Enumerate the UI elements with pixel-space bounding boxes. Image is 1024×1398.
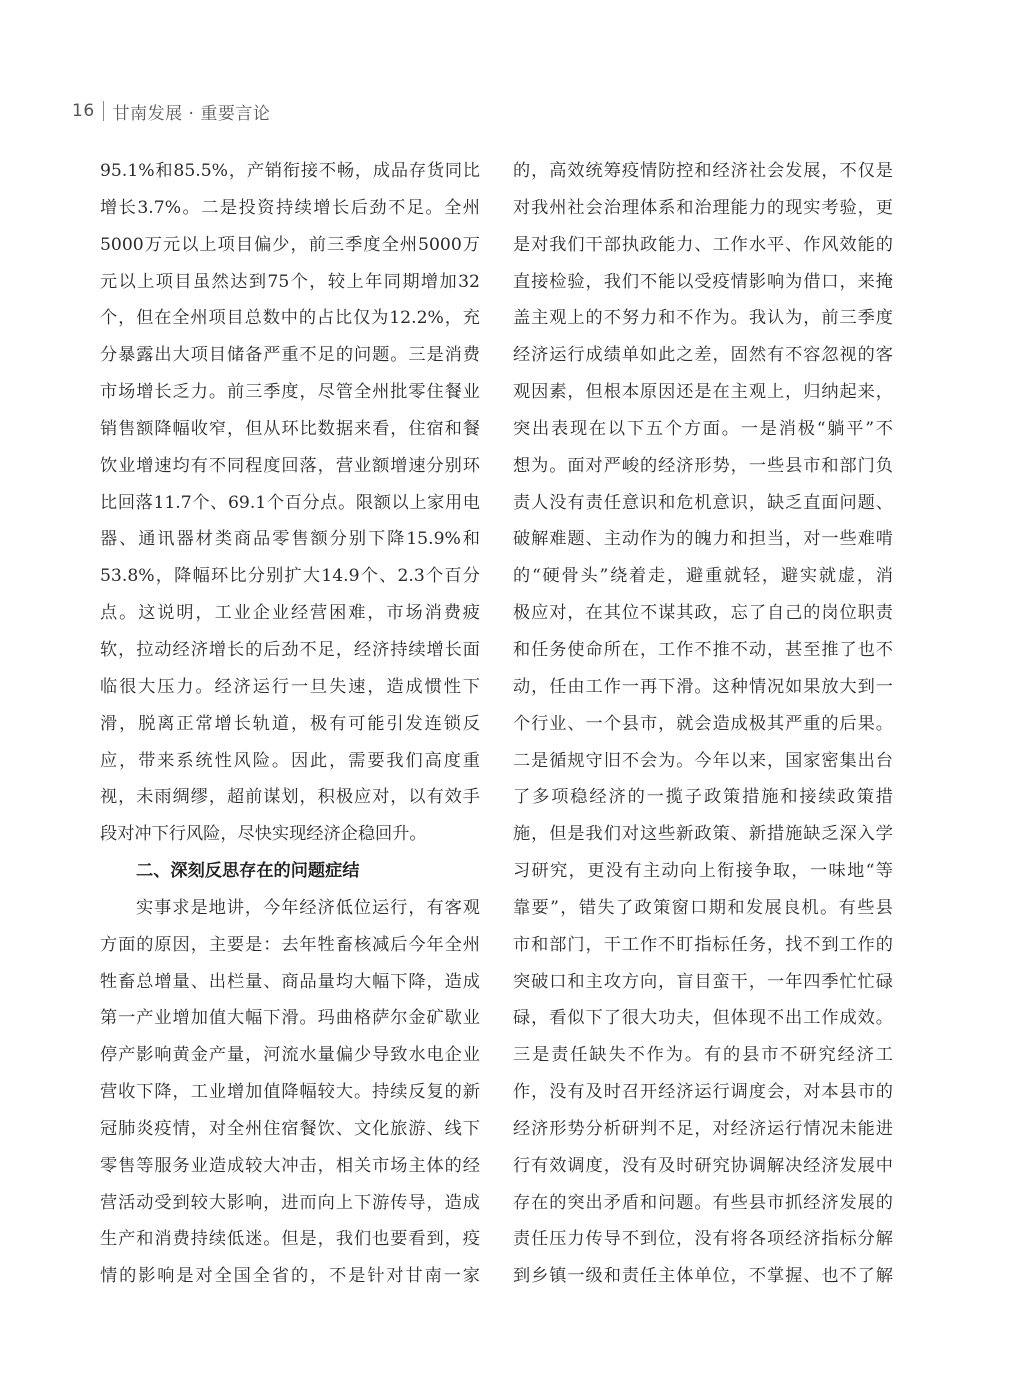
text-line: 想为。面对严峻的经济形势，一些县市和部门负	[513, 455, 893, 476]
text-line: 应，带来系统性风险。因此，需要我们高度重	[100, 750, 480, 771]
text-line: 是对我们干部执政能力、工作水平、作风效能的	[513, 234, 893, 255]
text-line: 的，高效统筹疫情防控和经济社会发展，不仅是	[513, 161, 893, 181]
text-line: 观因素，但根本原因还是在主观上，归纳起来，	[513, 382, 893, 403]
text-line: 突破口和主攻方向，盲目蛮干，一年四季忙忙碌	[513, 971, 893, 992]
text-line: 责人没有责任意识和危机意识，缺乏直面问题、	[513, 492, 893, 513]
text-line: 对我州社会治理体系和治理能力的现实考验，更	[513, 197, 893, 218]
text-line: 元以上项目虽然达到75个，较上年同期增加32	[100, 271, 480, 292]
text-line: 盖主观上的不努力和不作为。我认为，前三季度	[513, 308, 893, 329]
text-line: 营收下降，工业增加值降幅较大。持续反复的新	[100, 1082, 480, 1103]
text-line: 破解难题、主动作为的魄力和担当，对一些难啃	[513, 529, 893, 550]
text-line: 临很大压力。经济运行一旦失速，造成惯性下	[100, 676, 480, 697]
text-line: 牲畜总增量、出栏量、商品量均大幅下降，造成	[100, 971, 480, 992]
text-line: 碌，看似下了很大功夫，但体现不出工作成效。	[513, 1008, 893, 1029]
text-line: 销售额降幅收窄，但从环比数据来看，住宿和餐	[100, 418, 480, 439]
text-line: 95.1%和85.5%，产销衔接不畅，成品存货同比	[100, 161, 480, 181]
text-line: 软，拉动经济增长的后劲不足，经济持续增长面	[100, 639, 480, 660]
text-line: 第一产业增加值大幅下滑。玛曲格萨尔金矿歇业	[100, 1008, 480, 1029]
text-line: 5000万元以上项目偏少，前三季度全州5000万	[100, 234, 480, 255]
text-line: 器、通讯器材类商品零售额分别下降15.9%和	[100, 529, 480, 550]
text-line: 到乡镇一级和责任主体单位，不掌握、也不了解	[513, 1266, 893, 1287]
text-line: 生产和消费持续低迷。但是，我们也要看到，疫	[100, 1229, 480, 1250]
text-line: 和任务使命所在，工作不推不动，甚至推了也不	[513, 639, 893, 660]
text-line: 零售等服务业造成较大冲击，相关市场主体的经	[100, 1155, 480, 1176]
text-line: 动，任由工作一再下滑。这种情况如果放大到一	[513, 676, 893, 697]
text-line: 经济形势分析研判不足，对经济运行情况未能进	[513, 1118, 893, 1139]
section-heading: 二、深刻反思存在的问题症结	[136, 861, 360, 882]
page-header	[72, 98, 270, 124]
text-line: 点。这说明，工业企业经营困难，市场消费疲	[100, 603, 480, 624]
text-line: 极应对，在其位不谋其政，忘了自己的岗位职责	[513, 603, 893, 624]
text-line: 情的影响是对全国全省的，不是针对甘南一家	[100, 1266, 480, 1287]
text-line: 三是责任缺失不作为。有的县市不研究经济工	[513, 1045, 893, 1066]
page-number: 16	[72, 101, 95, 121]
text-line: 存在的突出矛盾和问题。有些县市抓经济发展的	[513, 1192, 893, 1213]
text-line: 段对冲下行风险，尽快实现经济企稳回升。	[100, 824, 427, 845]
text-line: 方面的原因，主要是：去年牲畜核减后今年全州	[100, 934, 480, 955]
text-line: 53.8%，降幅环比分别扩大14.9个、2.3个百分	[100, 566, 480, 587]
text-line: 分暴露出大项目储备严重不足的问题。三是消费	[100, 345, 480, 366]
text-line: 经济运行成绩单如此之差，固然有不容忽视的客	[513, 345, 893, 366]
text-line: 市和部门，干工作不盯指标任务，找不到工作的	[513, 934, 893, 955]
text-line: 二是循规守旧不会为。今年以来，国家密集出台	[513, 750, 893, 771]
text-line: 比回落11.7个、69.1个百分点。限额以上家用电	[100, 492, 480, 513]
text-line: 冠肺炎疫情，对全州住宿餐饮、文化旅游、线下	[100, 1118, 480, 1139]
header-divider	[103, 101, 104, 121]
text-line: 滑，脱离正常增长轨道，极有可能引发连锁反	[100, 713, 480, 734]
text-line: 市场增长乏力。前三季度，尽管全州批零住餐业	[100, 382, 480, 403]
text-line: 责任压力传导不到位，没有将各项经济指标分解	[513, 1229, 893, 1250]
text-line: 实事求是地讲，今年经济低位运行，有客观	[136, 897, 480, 918]
text-line: 停产影响黄金产量，河流水量偏少导致水电企业	[100, 1045, 480, 1066]
text-line: 作，没有及时召开经济运行调度会，对本县市的	[513, 1082, 893, 1103]
text-line: 个，但在全州项目总数中的占比仅为12.2%，充	[100, 308, 480, 329]
text-line: 行有效调度，没有及时研究协调解决经济发展中	[513, 1155, 893, 1176]
text-line: 施，但是我们对这些新政策、新措施缺乏深入学	[513, 824, 893, 845]
right-column	[513, 153, 893, 1295]
text-line: 靠要”，错失了政策窗口期和发展良机。有些县	[513, 897, 893, 918]
text-line: 的“硬骨头”绕着走，避重就轻，避实就虚，消	[513, 566, 893, 587]
text-line: 增长3.7%。二是投资持续增长后劲不足。全州	[100, 197, 480, 218]
text-line: 个行业、一个县市，就会造成极其严重的后果。	[513, 713, 893, 734]
section-title: 甘南发展 · 重要言论	[112, 103, 271, 124]
text-line: 营活动受到较大影响，进而向上下游传导，造成	[100, 1192, 480, 1213]
left-column	[100, 153, 480, 1295]
text-line: 饮业增速均有不同程度回落，营业额增速分别环	[100, 455, 480, 476]
text-line: 直接检验，我们不能以受疫情影响为借口，来掩	[513, 271, 893, 292]
text-line: 了多项稳经济的一揽子政策措施和接续政策措	[513, 787, 893, 808]
text-line: 突出表现在以下五个方面。一是消极“躺平”不	[513, 418, 893, 439]
text-line: 习研究，更没有主动向上衔接争取，一味地“等	[513, 861, 893, 882]
text-line: 视，未雨绸缪，超前谋划，积极应对，以有效手	[100, 787, 480, 808]
